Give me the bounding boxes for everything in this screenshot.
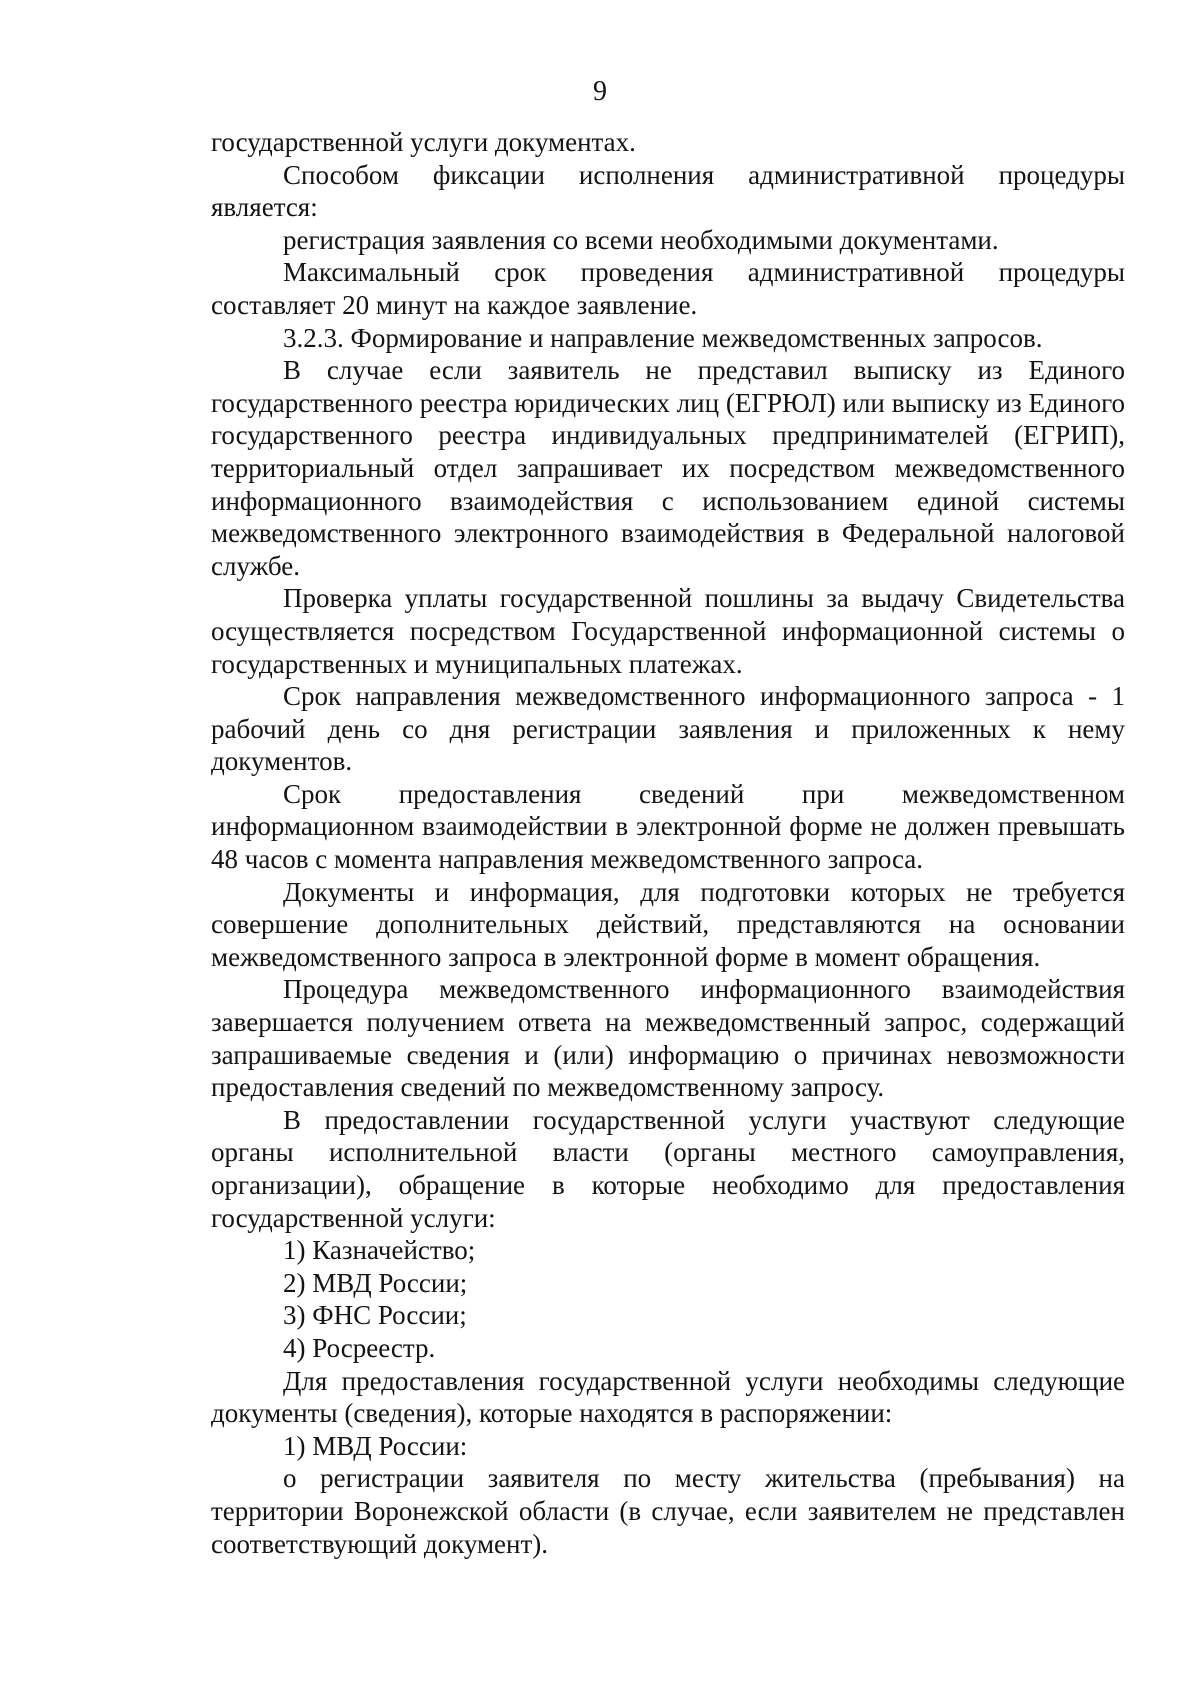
paragraph-egrul-egrip: В случае если заявитель не представил выписку из Единого государственного реестра юридических лиц (ЕГРЮЛ) или выписку из Единого государственного реестра индивидуальных предпринимателей (ЕГРИП), территориальный отдел запрашивает их посредством межведомственного информационного взаимодействия с использованием единой системы межведомственного электронного взаимодействия в Федеральной налоговой службе.	[211, 355, 1125, 581]
paragraph-documents-info: Документы и информация, для подготовки которых не требуется совершение дополнительных действий, представляются на основании межведомственного запроса в электронной форме в момент обращения.	[211, 876, 1125, 972]
paragraph-max-duration: Максимальный срок проведения административной процедуры составляет 20 минут на каждое заявление.	[211, 257, 1125, 320]
paragraph-response-deadline: Срок предоставления сведений при межведомственном информационном взаимодействии в электронной форме не должен превышать 48 часов с момента направления межведомственного запроса.	[211, 778, 1125, 875]
paragraph-participating-bodies: В предоставлении государственной услуги участвуют следующие органы исполнительной власти (органы местного самоуправления, организации), обращение в которые необходимо для предоставления государственной услуги:	[211, 1104, 1125, 1233]
paragraph-fixation-method: Способом фиксации исполнения административной процедуры является:	[211, 159, 1125, 223]
paragraph-continuation: государственной услуги документах.	[211, 127, 636, 157]
list-item: 2) МВД России;	[283, 1267, 468, 1298]
document-body	[211, 126, 1125, 1560]
list-item: 1) МВД России:	[283, 1430, 468, 1461]
paragraph-required-documents: Для предоставления государственной услуги необходимы следующие документы (сведения), которые находятся в распоряжении:	[211, 1365, 1125, 1429]
section-heading-3-2-3: 3.2.3. Формирование и направление межведомственных запросов.	[283, 322, 1043, 353]
paragraph-fee-check: Проверка уплаты государственной пошлины за выдачу Свидетельства осуществляется посредством Государственной информационной системы о государственных и муниципальных платежах.	[211, 583, 1125, 679]
paragraph-registration-info: о регистрации заявителя по месту жительства (пребывания) на территории Воронежской области (в случае, если заявителем не представлен соответствующий документ).	[211, 1463, 1125, 1559]
list-item: 4) Росреестр.	[283, 1332, 436, 1363]
page-number: 9	[593, 76, 607, 107]
paragraph-registration: регистрация заявления со всеми необходимыми документами.	[283, 224, 999, 255]
paragraph-request-deadline: Срок направления межведомственного информационного запроса - 1 рабочий день со дня регистрации заявления и приложенных к нему документов.	[211, 681, 1125, 777]
list-item: 1) Казначейство;	[283, 1235, 476, 1266]
paragraph-procedure-completion: Процедура межведомственного информационного взаимодействия завершается получением ответа на межведомственный запрос, содержащий запрашиваемые сведения и (или) информацию о причинах невозможности предоставления сведений по межведомственному запросу.	[211, 974, 1125, 1103]
list-item: 3) ФНС России;	[283, 1300, 467, 1331]
